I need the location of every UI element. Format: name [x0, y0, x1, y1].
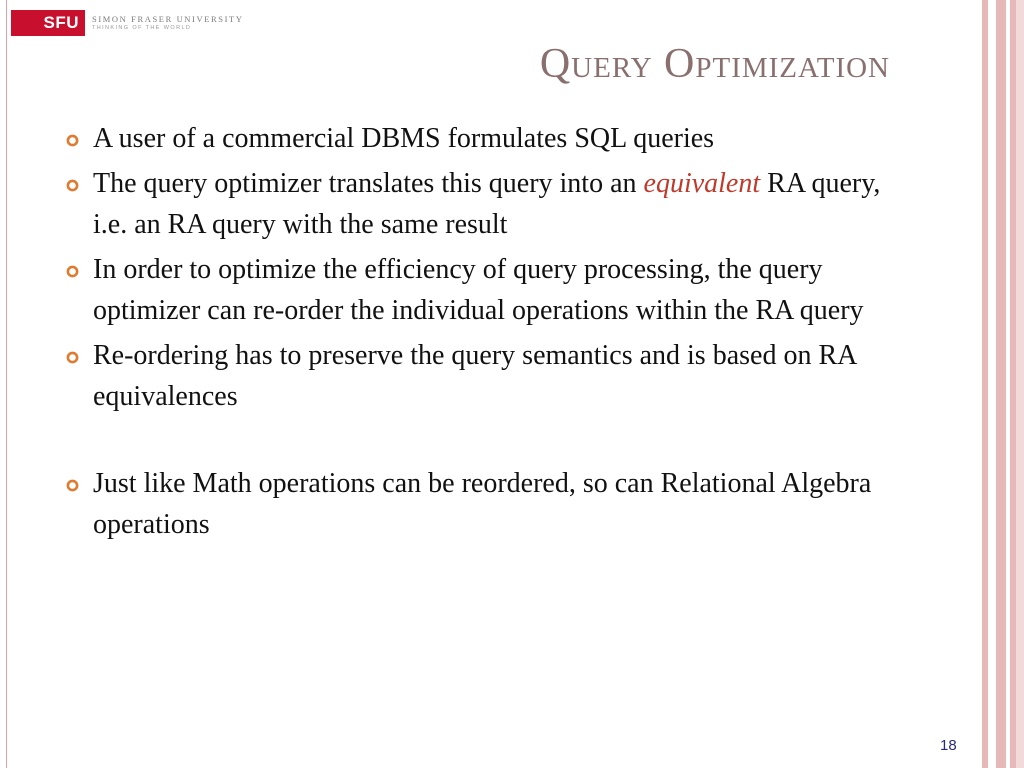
- bullet-item: [64, 335, 904, 417]
- bullet-text: In order to optimize the efficiency of query processing, the query optimizer can re-order the individual operations within the RA query: [93, 254, 864, 326]
- logo-abbr: SFU: [11, 10, 85, 36]
- bullet-text: Just like Math operations can be reordered, so can Relational Algebra operations: [93, 468, 872, 540]
- logo-text: [92, 15, 244, 32]
- stripe: [988, 0, 996, 768]
- page-number: 18: [940, 737, 957, 754]
- ring-bullet-icon: [66, 134, 79, 147]
- bullet-text: Re-ordering has to preserve the query semantics and is based on RA equivalences: [93, 340, 856, 412]
- stripe: [1016, 0, 1024, 768]
- emphasized-term: equivalent: [643, 168, 761, 199]
- right-decorative-stripes: [982, 0, 1024, 768]
- stripe: [996, 0, 1006, 768]
- logo-name: SIMON FRASER UNIVERSITY: [92, 13, 244, 24]
- ring-bullet-icon: [66, 179, 79, 192]
- bullet-item: [64, 463, 904, 545]
- bullet-item: [64, 118, 904, 159]
- university-logo: [11, 10, 244, 36]
- ring-bullet-icon: [66, 479, 79, 492]
- bullet-item: [64, 163, 904, 245]
- bullet-item: [64, 249, 904, 331]
- bullet-text: The query optimizer translates this query into an: [93, 168, 644, 199]
- logo-tagline: THINKING OF THE WORLD: [92, 25, 192, 31]
- left-border-rule: [6, 0, 7, 768]
- slide-title: Query Optimization: [539, 41, 890, 87]
- ring-bullet-icon: [66, 351, 79, 364]
- ring-bullet-icon: [66, 265, 79, 278]
- bullet-text: A user of a commercial DBMS formulates SQL queries: [93, 123, 715, 154]
- bullet-list: [64, 118, 904, 549]
- bullet-text: RA query, i.e. an RA query with the same result: [93, 168, 881, 240]
